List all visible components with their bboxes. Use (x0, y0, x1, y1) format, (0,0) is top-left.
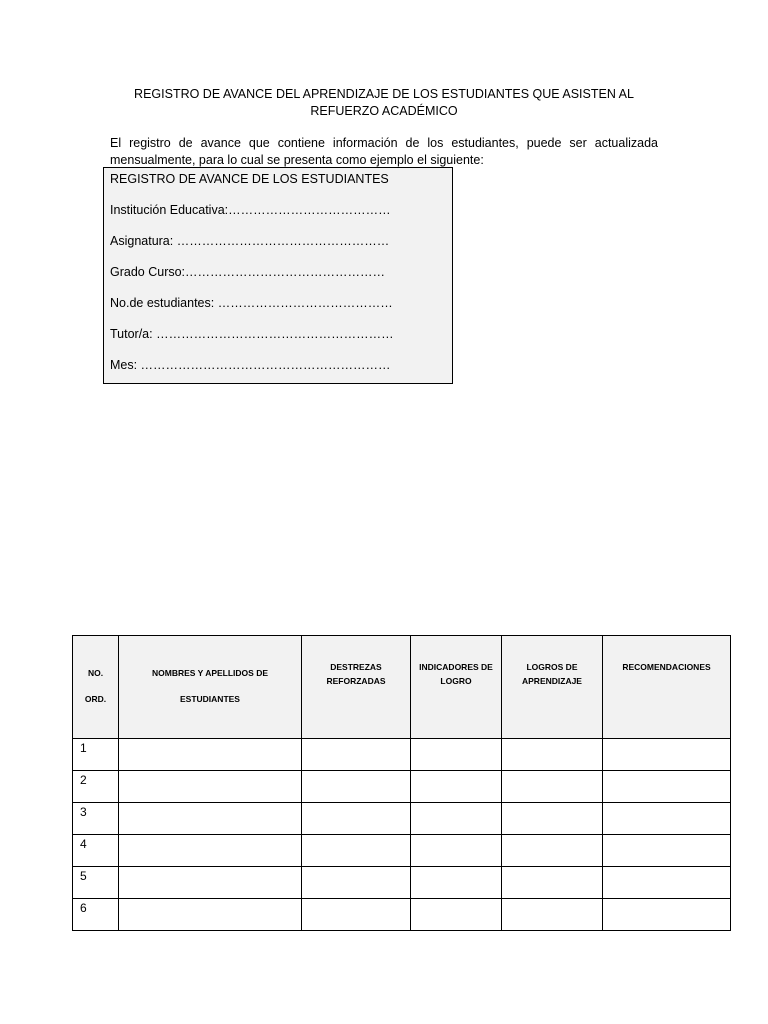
form-title: REGISTRO DE AVANCE DE LOS ESTUDIANTES (110, 172, 389, 186)
achievements-cell[interactable] (502, 803, 603, 835)
header-achievement-indicators-line2: LOGRO (440, 676, 472, 686)
field-subject[interactable]: Asignatura: …………………………………………… (110, 234, 390, 248)
header-learning-achievements-line1: LOGROS DE (526, 662, 578, 672)
header-achievement-indicators-line1: INDICADORES DE (419, 662, 493, 672)
indicators-cell[interactable] (411, 867, 502, 899)
table-row (73, 899, 731, 931)
indicators-cell[interactable] (411, 771, 502, 803)
field-tutor[interactable]: Tutor/a: ………………………………………………… (110, 327, 394, 341)
skills-cell[interactable] (302, 835, 411, 867)
document-title: REGISTRO DE AVANCE DEL APRENDIZAJE DE LOS ESTUDIANTES QUE ASISTEN AL REFUERZO ACADÉMICO (134, 87, 634, 118)
row-number: 1 (80, 741, 87, 755)
row-number: 3 (80, 805, 87, 819)
skills-cell[interactable] (302, 739, 411, 771)
table-row (73, 867, 731, 899)
skills-cell[interactable] (302, 771, 411, 803)
row-number-cell (73, 771, 119, 803)
skills-cell[interactable] (302, 803, 411, 835)
header-order-number-line2: ORD. (84, 694, 107, 704)
field-month[interactable]: Mes: …………………………………………………… (110, 358, 391, 372)
achievements-cell[interactable] (502, 771, 603, 803)
indicators-cell[interactable] (411, 835, 502, 867)
skills-cell[interactable] (302, 899, 411, 931)
indicators-cell[interactable] (411, 899, 502, 931)
achievements-cell[interactable] (502, 867, 603, 899)
field-grade[interactable]: Grado Curso:………………………………………… (110, 265, 386, 279)
row-number: 4 (80, 837, 87, 851)
table-row (73, 835, 731, 867)
achievements-cell[interactable] (502, 899, 603, 931)
achievements-cell[interactable] (502, 835, 603, 867)
student-name-cell[interactable] (119, 867, 302, 899)
indicators-cell[interactable] (411, 739, 502, 771)
row-number-cell (73, 835, 119, 867)
student-name-cell[interactable] (119, 835, 302, 867)
student-name-cell[interactable] (119, 899, 302, 931)
recommendations-cell[interactable] (603, 739, 731, 771)
header-recommendations (603, 636, 731, 739)
header-order-number-line1: NO. (87, 668, 104, 678)
row-number: 6 (80, 901, 87, 915)
row-number-cell (73, 739, 119, 771)
student-name-cell[interactable] (119, 739, 302, 771)
row-number-cell (73, 803, 119, 835)
header-recommendations-label: RECOMENDACIONES (622, 662, 711, 672)
header-student-names-line1: NOMBRES Y APELLIDOS DE (151, 668, 269, 678)
student-record-form (103, 167, 453, 384)
skills-cell[interactable] (302, 867, 411, 899)
header-reinforced-skills (302, 636, 411, 739)
table-header-row (73, 636, 731, 739)
header-learning-achievements-line2: APRENDIZAJE (522, 676, 582, 686)
header-learning-achievements (502, 636, 603, 739)
recommendations-cell[interactable] (603, 899, 731, 931)
header-order-number (73, 636, 119, 739)
recommendations-cell[interactable] (603, 771, 731, 803)
student-name-cell[interactable] (119, 771, 302, 803)
student-name-cell[interactable] (119, 803, 302, 835)
progress-table (72, 635, 731, 931)
header-reinforced-skills-line1: DESTREZAS (330, 662, 382, 672)
row-number: 2 (80, 773, 87, 787)
row-number: 5 (80, 869, 87, 883)
recommendations-cell[interactable] (603, 803, 731, 835)
table-row (73, 739, 731, 771)
row-number-cell (73, 867, 119, 899)
table-row (73, 803, 731, 835)
field-institution[interactable]: Institución Educativa:………………………………… (110, 203, 391, 217)
field-student-count[interactable]: No.de estudiantes: …………………………………… (110, 296, 393, 310)
recommendations-cell[interactable] (603, 835, 731, 867)
header-achievement-indicators (411, 636, 502, 739)
header-reinforced-skills-line2: REFORZADAS (326, 676, 386, 686)
indicators-cell[interactable] (411, 803, 502, 835)
header-student-names-line2: ESTUDIANTES (180, 694, 240, 704)
row-number-cell (73, 899, 119, 931)
table-row (73, 771, 731, 803)
achievements-cell[interactable] (502, 739, 603, 771)
header-student-names (119, 636, 302, 739)
recommendations-cell[interactable] (603, 867, 731, 899)
intro-paragraph: El registro de avance que contiene información de los estudiantes, puede ser actualizada mensualmente, para lo cual se presenta como ejemplo el siguiente: (110, 136, 658, 167)
